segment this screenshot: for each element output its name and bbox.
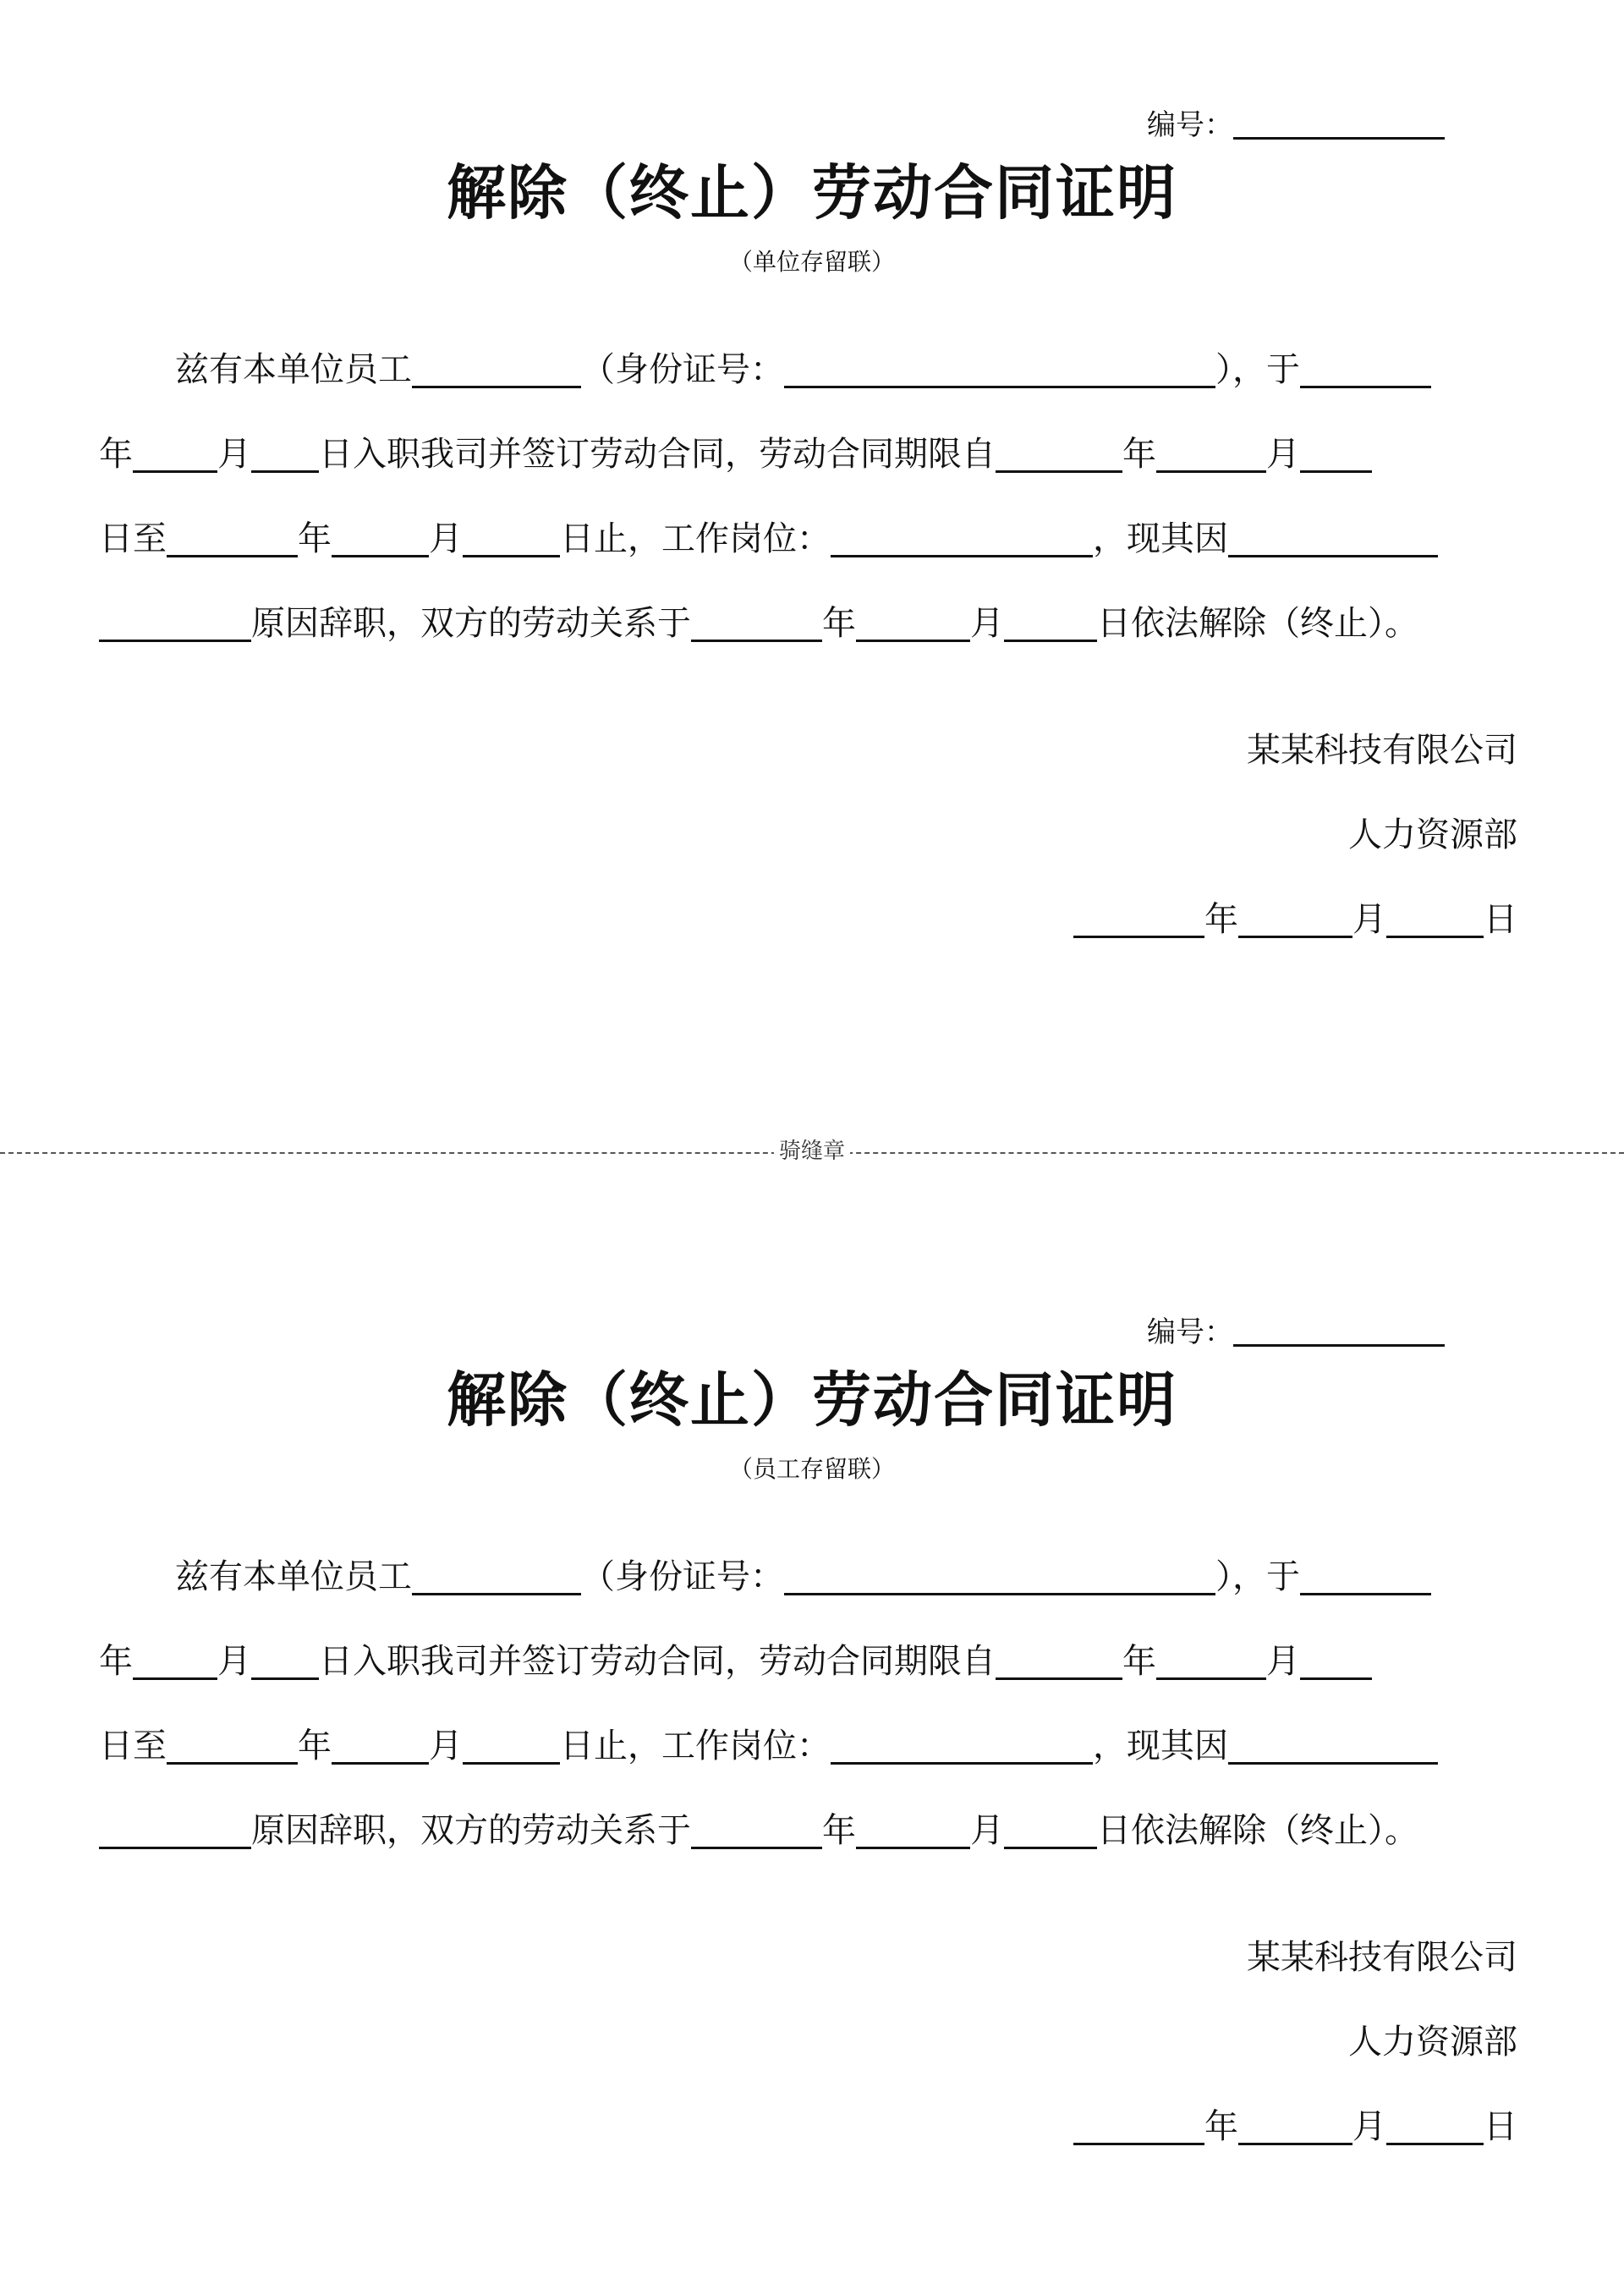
position-blank[interactable] (831, 518, 1093, 557)
employee-name-blank[interactable] (412, 1556, 581, 1595)
text-segment: 年 (99, 1642, 133, 1681)
text-segment: 日 (1484, 2107, 1517, 2146)
termination-day-blank[interactable] (1004, 1809, 1097, 1849)
text-segment: 月 (970, 1811, 1004, 1850)
sign-day-blank[interactable] (1386, 2106, 1484, 2145)
sign-day-blank[interactable] (1386, 898, 1484, 938)
copy-subtitle: （员工存留联） (728, 1455, 895, 1483)
signature-date (1073, 894, 1517, 945)
body-line-2 (99, 429, 1507, 480)
text-segment: 年 (1204, 900, 1238, 939)
body-line-2 (99, 1636, 1507, 1687)
termination-year-blank[interactable] (691, 602, 822, 642)
text-segment: 日入职我司并签订劳动合同，劳动合同期限自 (319, 435, 996, 474)
company-name: 某某科技有限公司 (1247, 1938, 1517, 1977)
employee-name-blank[interactable] (412, 349, 581, 388)
text-segment: 年 (99, 435, 133, 474)
seam-seal-text: 骑缝章 (774, 1139, 850, 1164)
document-title: 解除（终止）劳动合同证明 (447, 1364, 1177, 1435)
text-segment: 月 (1352, 900, 1386, 939)
entry-year-blank-part1[interactable] (1300, 349, 1431, 388)
text-segment: 月 (1266, 1642, 1300, 1681)
text-segment: 年 (1122, 435, 1156, 474)
text-segment: ），于 (1215, 350, 1300, 389)
sign-month-blank[interactable] (1238, 2106, 1352, 2145)
text-segment: 月 (1266, 435, 1300, 474)
text-segment: 日至 (99, 519, 167, 558)
reason-blank-part1[interactable] (1228, 1725, 1438, 1765)
text-segment: 年 (298, 519, 332, 558)
text-segment: 年 (1204, 2107, 1238, 2146)
term-start-month-blank[interactable] (1156, 433, 1266, 473)
position-blank[interactable] (831, 1725, 1093, 1765)
department-name: 人力资源部 (1348, 2023, 1517, 2062)
body-line-3 (99, 513, 1507, 564)
entry-day-blank[interactable] (251, 1640, 319, 1680)
text-segment: 月 (429, 1727, 463, 1765)
reason-blank-part1[interactable] (1228, 518, 1438, 557)
sign-year-blank[interactable] (1073, 2106, 1204, 2145)
copy-subtitle: （单位存留联） (728, 248, 895, 276)
document-title: 解除（终止）劳动合同证明 (447, 157, 1177, 228)
text-segment: ，现其因 (1093, 1727, 1228, 1765)
text-segment: 原因辞职，双方的劳动关系于 (251, 1811, 691, 1850)
text-segment: 原因辞职，双方的劳动关系于 (251, 604, 691, 643)
signature-date (1073, 2101, 1517, 2152)
text-segment: 月 (970, 604, 1004, 643)
department-name: 人力资源部 (1348, 815, 1517, 854)
text-segment: 日依法解除（终止）。 (1097, 1811, 1418, 1850)
term-end-day-blank[interactable] (463, 518, 560, 557)
body-line-4 (99, 1805, 1507, 1856)
serial-blank[interactable] (1233, 100, 1445, 140)
termination-day-blank[interactable] (1004, 602, 1097, 642)
entry-month-blank[interactable] (133, 433, 217, 473)
text-segment: 年 (298, 1727, 332, 1765)
term-end-month-blank[interactable] (332, 1725, 429, 1765)
body-line-4 (99, 598, 1507, 649)
serial-blank[interactable] (1233, 1307, 1445, 1347)
term-start-day-blank[interactable] (1300, 1640, 1372, 1680)
text-segment: 日止，工作岗位： (560, 1727, 831, 1765)
term-end-year-blank[interactable] (167, 1725, 298, 1765)
text-segment: 月 (1352, 2107, 1386, 2146)
termination-month-blank[interactable] (856, 1809, 970, 1849)
text-segment: 月 (217, 1642, 251, 1681)
body-line-1 (175, 344, 1507, 395)
termination-year-blank[interactable] (691, 1809, 822, 1849)
term-end-month-blank[interactable] (332, 518, 429, 557)
text-segment: （身份证号： (581, 350, 784, 389)
term-start-day-blank[interactable] (1300, 433, 1372, 473)
body-line-1 (175, 1551, 1507, 1602)
seam-seal-label (0, 1139, 1624, 1164)
text-segment: 月 (429, 519, 463, 558)
term-end-year-blank[interactable] (167, 518, 298, 557)
text-segment: 年 (822, 604, 856, 643)
text-segment: 日入职我司并签订劳动合同，劳动合同期限自 (319, 1642, 996, 1681)
reason-blank-part2[interactable] (99, 1809, 251, 1849)
term-start-year-blank[interactable] (996, 433, 1122, 473)
id-number-blank[interactable] (784, 349, 1215, 388)
text-segment: 年 (1122, 1642, 1156, 1681)
entry-year-blank-part1[interactable] (1300, 1556, 1431, 1595)
serial-label: 编号： (1147, 108, 1233, 142)
text-segment: ，现其因 (1093, 519, 1228, 558)
entry-day-blank[interactable] (251, 433, 319, 473)
body-line-3 (99, 1721, 1507, 1771)
text-segment: 年 (822, 1811, 856, 1850)
id-number-blank[interactable] (784, 1556, 1215, 1595)
term-start-year-blank[interactable] (996, 1640, 1122, 1680)
reason-blank-part2[interactable] (99, 602, 251, 642)
text-segment: （身份证号： (581, 1557, 784, 1596)
entry-month-blank[interactable] (133, 1640, 217, 1680)
text-segment: 月 (217, 435, 251, 474)
company-name: 某某科技有限公司 (1247, 731, 1517, 770)
text-segment: 兹有本单位员工 (175, 350, 412, 389)
text-segment: ），于 (1215, 1557, 1300, 1596)
sign-year-blank[interactable] (1073, 898, 1204, 938)
serial-label: 编号： (1147, 1315, 1233, 1349)
serial-number (1147, 1307, 1445, 1353)
text-segment: 日止，工作岗位： (560, 519, 831, 558)
termination-month-blank[interactable] (856, 602, 970, 642)
text-segment: 日至 (99, 1727, 167, 1765)
text-segment: 日依法解除（终止）。 (1097, 604, 1418, 643)
serial-number (1147, 100, 1445, 146)
sign-month-blank[interactable] (1238, 898, 1352, 938)
text-segment: 日 (1484, 900, 1517, 939)
term-end-day-blank[interactable] (463, 1725, 560, 1765)
text-segment: 兹有本单位员工 (175, 1557, 412, 1596)
term-start-month-blank[interactable] (1156, 1640, 1266, 1680)
